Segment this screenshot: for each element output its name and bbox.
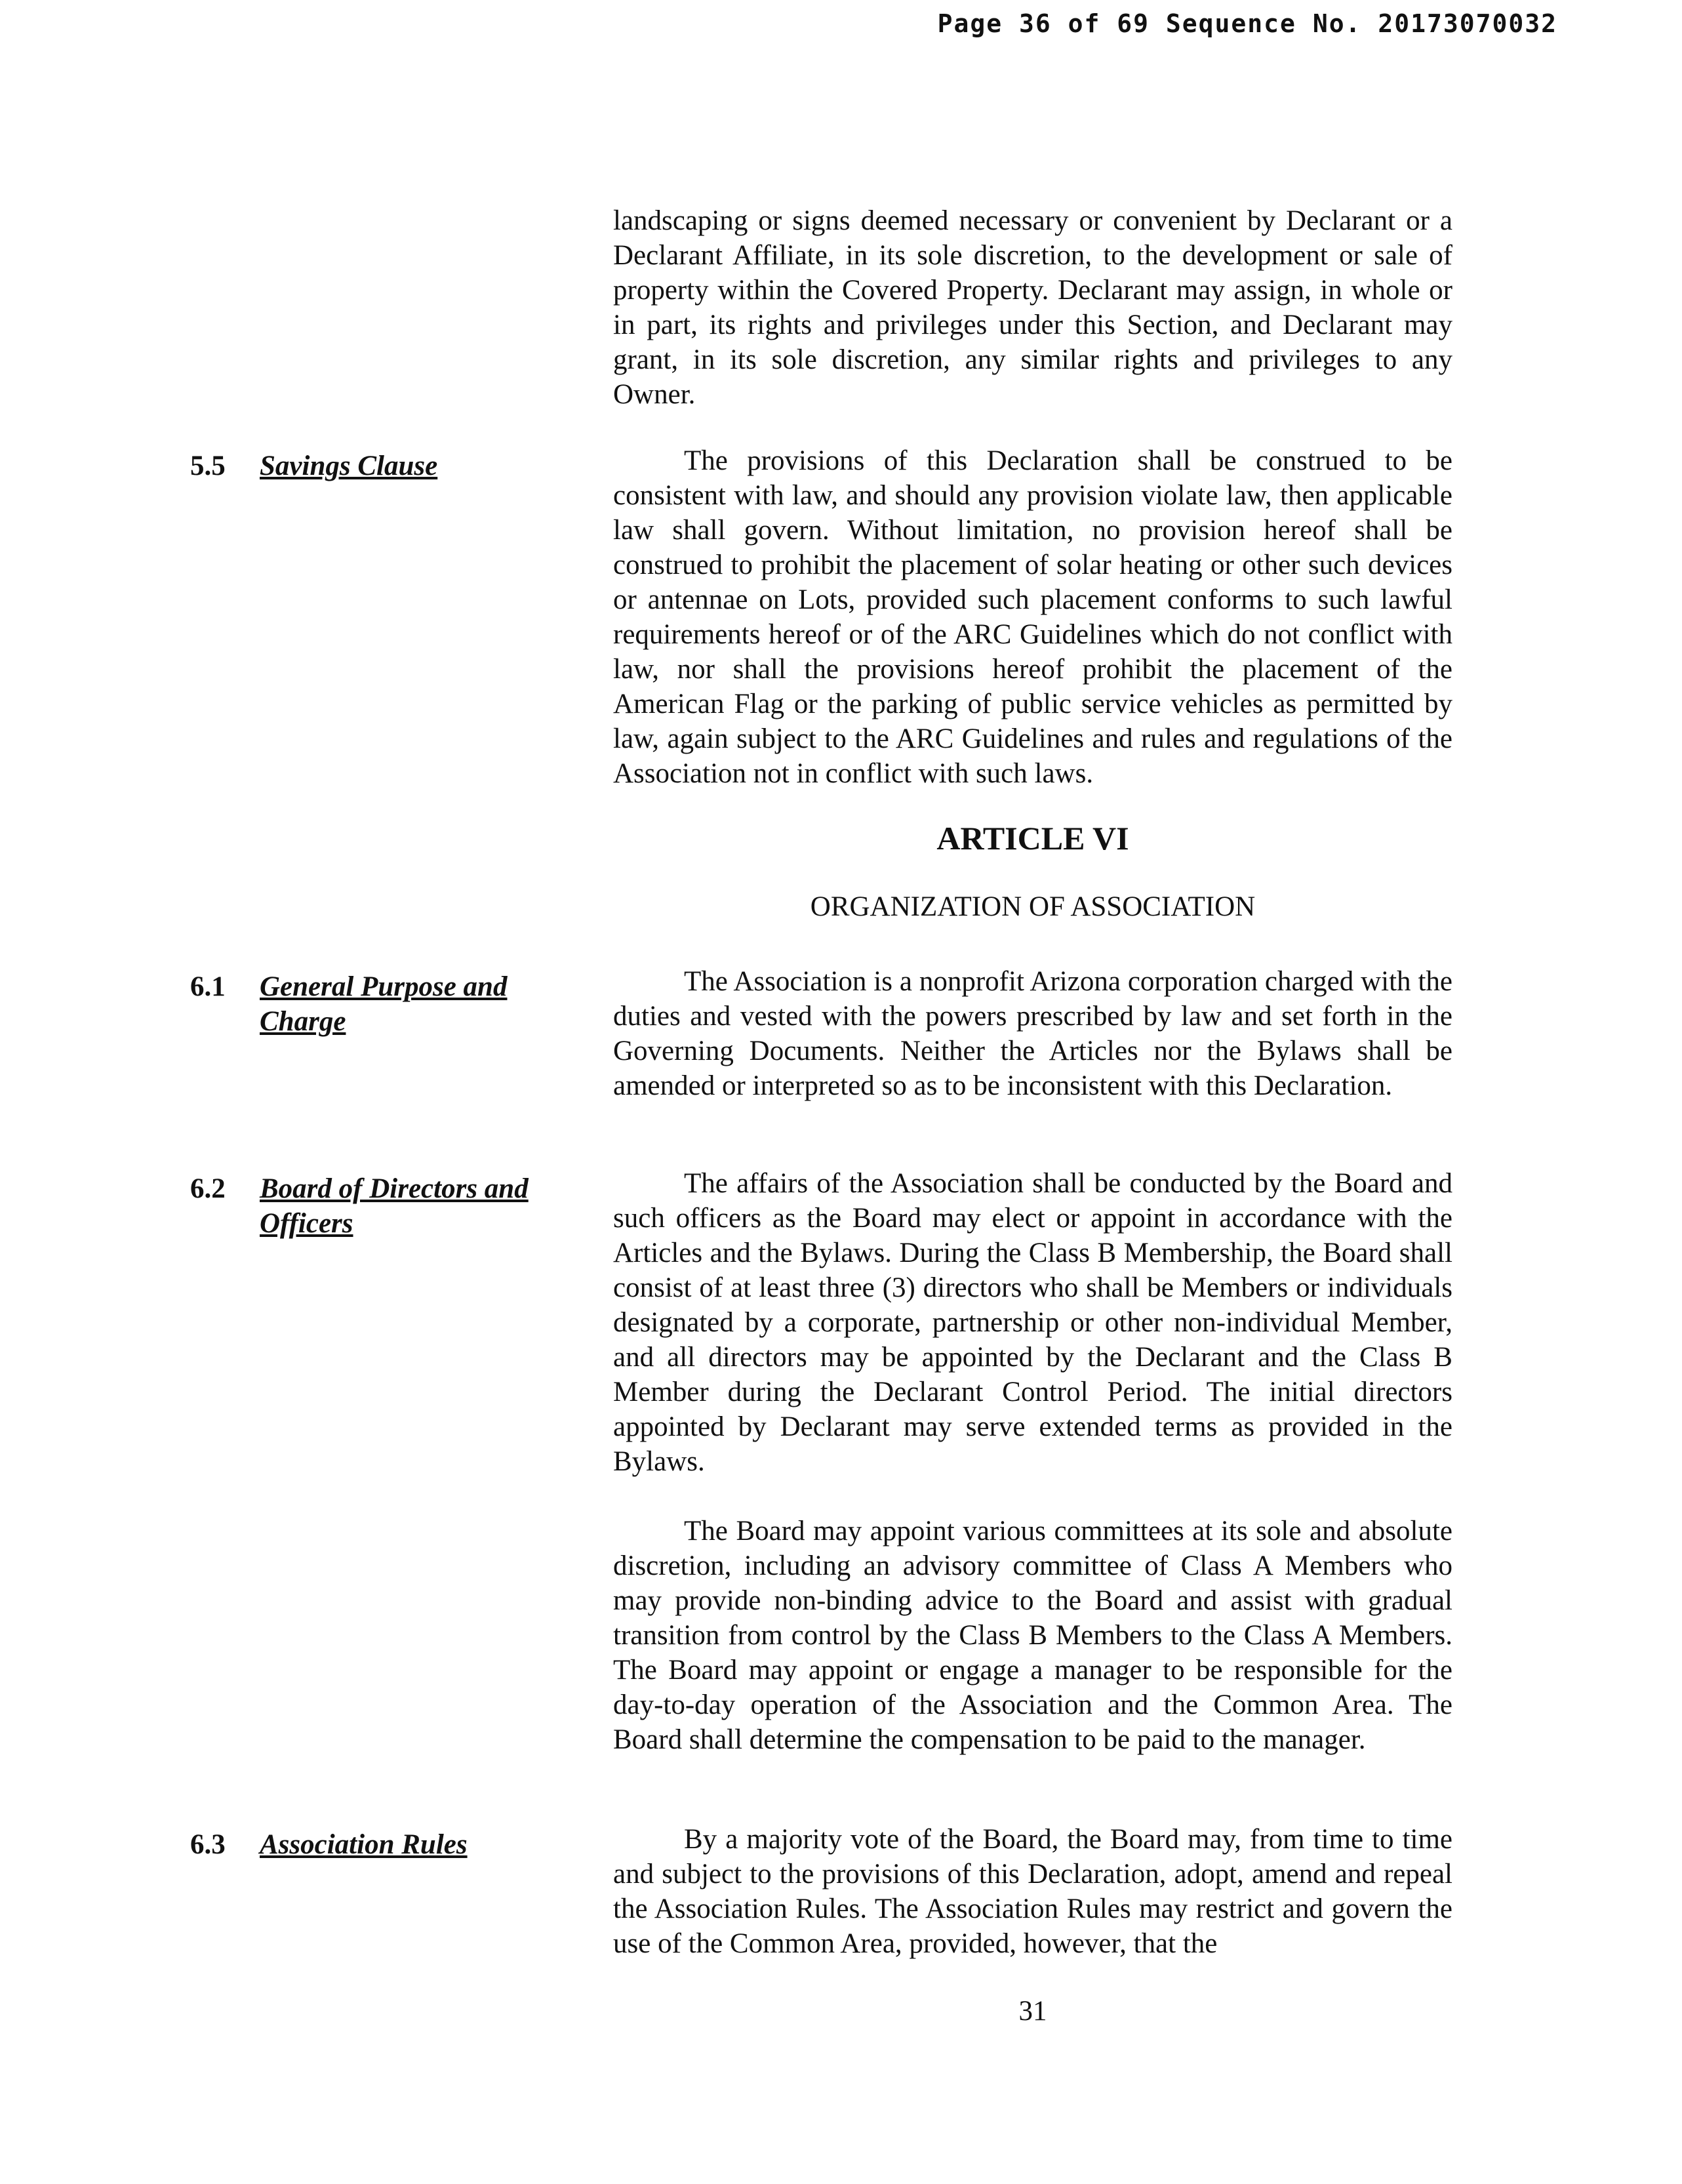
section-heading-line: Board of Directors and <box>260 1173 529 1204</box>
section-number-6-1: 6.1 <box>190 971 226 1002</box>
page-header: Page 36 of 69 Sequence No. 20173070032 <box>937 9 1557 38</box>
paragraph-board-of-directors: The affairs of the Association shall be conducted by the Board and such officers as the Board may elect or appoint in accordance with the Articles and the Bylaws. During the Class B Membership, the Board shall consist of at least three (3) directors who shall be Members or individuals designated by a corporate, partnership or other non-individual Member, and all directors may be appointed by the Declarant and the Class B Member during the Declarant Control Period. The initial directors appointed by Declarant may serve extended terms as provided in the Bylaws. <box>613 1168 1452 1477</box>
page-number: 31 <box>1018 1996 1047 2027</box>
paragraph-continuation: landscaping or signs deemed necessary or convenient by Declarant or a Declarant Affiliate, in its sole discretion, to the development or sale of property within the Covered Property. Declarant may assign, in whole or in part, its rights and privileges under this Section, and Declarant may grant, in its sole discretion, any similar rights and privileges to any Owner. <box>613 205 1452 410</box>
paragraph-board-committees: The Board may appoint various committees at its sole and absolute discretion, including an advisory committee of Class A Members who may provide non-binding advice to the Board and assist with gradual transition from control by the Class B Members to the Class A Members. The Board may appoint or engage a manager to be responsible for the day-to-day operation of the Association and the Common Area. The Board shall determine the compensation to be paid to the manager. <box>613 1516 1452 1755</box>
section-heading-line: Officers <box>260 1208 353 1239</box>
section-heading-savings-clause: Savings Clause <box>260 451 438 481</box>
section-heading-association-rules: Association Rules <box>260 1829 468 1860</box>
section-number-6-2: 6.2 <box>190 1173 226 1204</box>
article-subtitle: ORGANIZATION OF ASSOCIATION <box>810 891 1256 922</box>
paragraph-savings-clause: The provisions of this Declaration shall be construed to be consistent with law, and should any provision violate law, then applicable law shall govern. Without limitation, no provision hereof shall be construed to prohibit the placement of solar heating or other such devices or antennae on Lots, provided such placement conforms to such lawful requirements hereof or of the ARC Guidelines which do not conflict with law, nor shall the provisions hereof prohibit the placement of the American Flag or the parking of public service vehicles as permitted by law, again subject to the ARC Guidelines and rules and regulations of the Association not in conflict with such laws. <box>613 445 1452 789</box>
section-heading-board-of-directors <box>260 1171 601 1241</box>
section-number-6-3: 6.3 <box>190 1829 226 1860</box>
section-heading-general-purpose <box>260 969 601 1039</box>
section-heading-line: Charge <box>260 1006 346 1037</box>
section-number-5-5: 5.5 <box>190 451 226 481</box>
paragraph-general-purpose: The Association is a nonprofit Arizona corporation charged with the duties and vested with the powers prescribed by law and set forth in the Governing Documents. Neither the Articles nor the Bylaws shall be amended or interpreted so as to be inconsistent with this Declaration. <box>613 966 1452 1101</box>
section-heading-line: General Purpose and <box>260 971 508 1002</box>
paragraph-association-rules: By a majority vote of the Board, the Board may, from time to time and subject to the provisions of this Declaration, adopt, amend and repeal the Association Rules. The Association Rules may restrict and govern the use of the Common Area, provided, however, that the <box>613 1824 1452 1959</box>
article-title: ARTICLE VI <box>936 820 1129 857</box>
